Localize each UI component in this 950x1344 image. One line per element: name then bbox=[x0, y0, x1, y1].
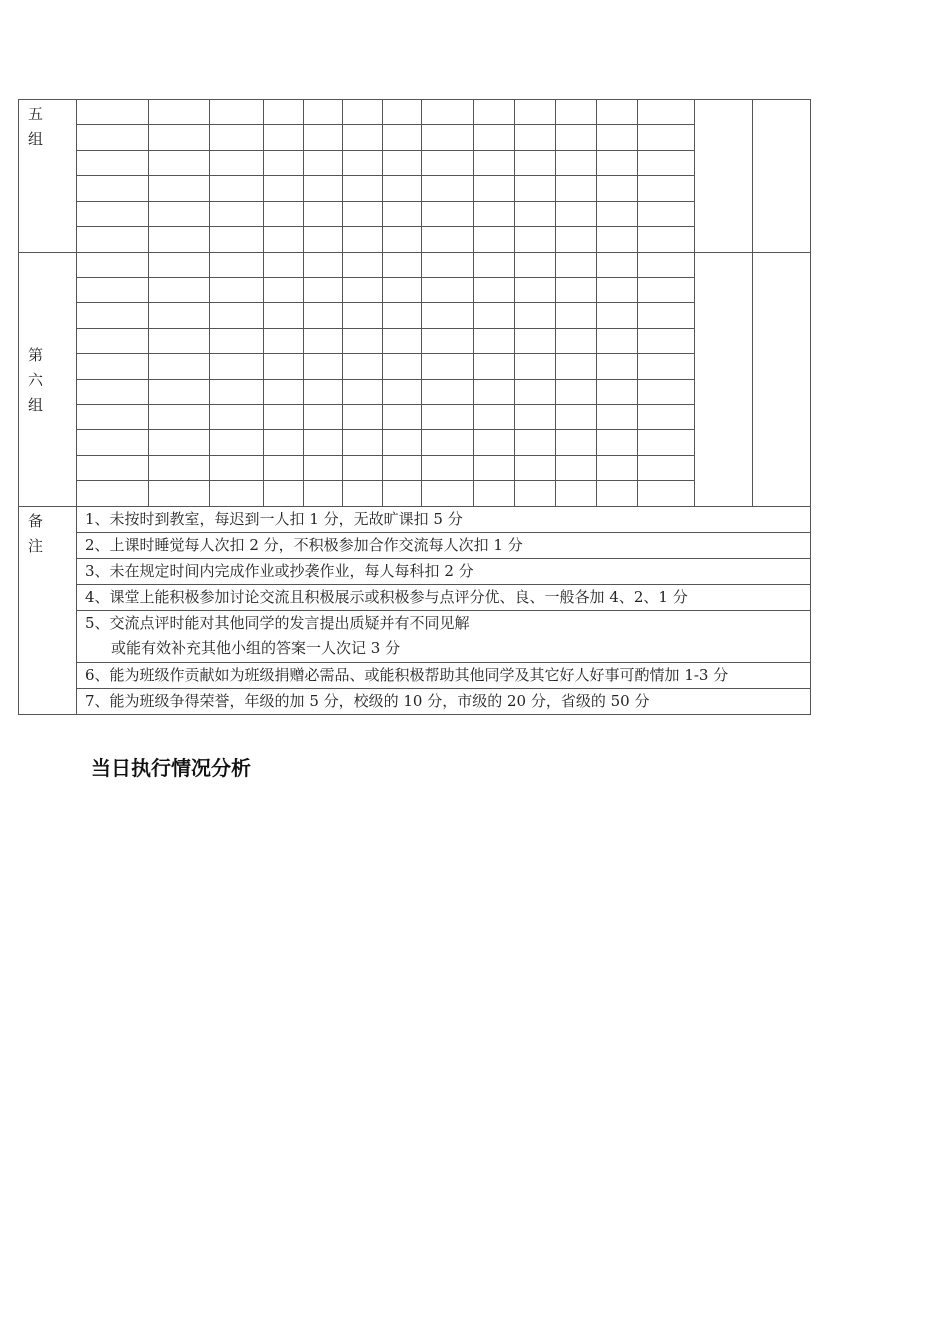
section-heading: 当日执行情况分析 bbox=[91, 756, 251, 780]
score-cell bbox=[210, 150, 264, 175]
score-cell bbox=[77, 176, 149, 201]
table-row bbox=[19, 455, 811, 480]
score-cell bbox=[422, 379, 474, 404]
score-cell bbox=[597, 100, 638, 125]
score-cell bbox=[556, 277, 597, 302]
score-cell bbox=[515, 176, 556, 201]
note-text bbox=[77, 662, 811, 688]
score-cell bbox=[383, 277, 422, 302]
total-cell bbox=[753, 100, 811, 253]
score-cell bbox=[474, 455, 515, 480]
score-cell bbox=[304, 303, 343, 328]
score-cell bbox=[264, 481, 304, 506]
score-cell bbox=[597, 125, 638, 150]
score-cell bbox=[515, 379, 556, 404]
note-line: 7、能为班级争得荣誉，年级的加 5 分，校级的 10 分，市级的 20 分，省级的 50 分 bbox=[85, 691, 650, 710]
score-cell bbox=[515, 303, 556, 328]
score-cell bbox=[149, 150, 210, 175]
score-cell bbox=[264, 150, 304, 175]
score-cell bbox=[474, 176, 515, 201]
score-cell bbox=[474, 277, 515, 302]
score-cell bbox=[210, 303, 264, 328]
score-cell bbox=[474, 100, 515, 125]
note-text bbox=[77, 611, 811, 662]
score-cell bbox=[383, 150, 422, 175]
score-cell bbox=[638, 150, 695, 175]
score-cell bbox=[422, 227, 474, 252]
score-cell bbox=[474, 303, 515, 328]
score-cell bbox=[264, 201, 304, 226]
score-cell bbox=[149, 201, 210, 226]
score-cell bbox=[264, 227, 304, 252]
table-row bbox=[19, 201, 811, 226]
score-cell bbox=[383, 379, 422, 404]
table-row bbox=[19, 227, 811, 252]
score-cell bbox=[343, 176, 383, 201]
score-cell bbox=[597, 430, 638, 455]
score-cell bbox=[422, 150, 474, 175]
group-label bbox=[19, 252, 77, 506]
score-cell bbox=[383, 227, 422, 252]
score-cell bbox=[515, 100, 556, 125]
score-cell bbox=[264, 252, 304, 277]
score-cell bbox=[474, 201, 515, 226]
score-cell bbox=[383, 430, 422, 455]
score-cell bbox=[77, 201, 149, 226]
score-cell bbox=[304, 481, 343, 506]
score-cell bbox=[264, 277, 304, 302]
score-cell bbox=[77, 150, 149, 175]
score-cell bbox=[515, 481, 556, 506]
score-cell bbox=[474, 252, 515, 277]
score-cell bbox=[304, 100, 343, 125]
table-row bbox=[19, 277, 811, 302]
score-cell bbox=[77, 405, 149, 430]
score-cell bbox=[556, 303, 597, 328]
score-cell bbox=[343, 430, 383, 455]
group-label-line: 组 bbox=[28, 130, 44, 148]
score-cell bbox=[515, 227, 556, 252]
score-cell bbox=[149, 430, 210, 455]
score-cell bbox=[264, 125, 304, 150]
note-row bbox=[19, 532, 811, 558]
score-cell bbox=[210, 481, 264, 506]
score-cell bbox=[556, 354, 597, 379]
score-cell bbox=[515, 150, 556, 175]
score-cell bbox=[422, 481, 474, 506]
table-row bbox=[19, 328, 811, 353]
group-label bbox=[19, 100, 77, 253]
score-cell bbox=[556, 125, 597, 150]
score-cell bbox=[556, 176, 597, 201]
score-cell bbox=[304, 150, 343, 175]
score-cell bbox=[638, 328, 695, 353]
table-row bbox=[19, 379, 811, 404]
score-cell bbox=[149, 405, 210, 430]
table-row bbox=[19, 481, 811, 506]
score-cell bbox=[556, 430, 597, 455]
score-cell bbox=[638, 176, 695, 201]
group-label-line: 六 bbox=[28, 370, 44, 389]
score-cell bbox=[383, 328, 422, 353]
score-cell bbox=[343, 277, 383, 302]
table-row bbox=[19, 303, 811, 328]
score-cell bbox=[597, 252, 638, 277]
score-cell bbox=[515, 328, 556, 353]
score-cell bbox=[597, 379, 638, 404]
score-cell bbox=[304, 379, 343, 404]
note-text bbox=[77, 585, 811, 611]
score-cell bbox=[264, 100, 304, 125]
score-cell bbox=[422, 455, 474, 480]
score-cell bbox=[422, 430, 474, 455]
score-cell bbox=[149, 176, 210, 201]
note-row bbox=[19, 585, 811, 611]
score-cell bbox=[556, 455, 597, 480]
score-cell bbox=[597, 405, 638, 430]
score-cell bbox=[422, 405, 474, 430]
note-text bbox=[77, 506, 811, 532]
score-cell bbox=[638, 455, 695, 480]
score-cell bbox=[264, 455, 304, 480]
score-cell bbox=[638, 354, 695, 379]
table-row bbox=[19, 252, 811, 277]
score-cell bbox=[264, 405, 304, 430]
score-cell bbox=[383, 252, 422, 277]
score-cell bbox=[638, 227, 695, 252]
notes-label-line: 注 bbox=[28, 536, 44, 555]
score-cell bbox=[343, 252, 383, 277]
score-cell bbox=[597, 150, 638, 175]
score-cell bbox=[77, 430, 149, 455]
score-cell bbox=[210, 277, 264, 302]
group-label-line: 组 bbox=[28, 395, 44, 414]
score-cell bbox=[597, 303, 638, 328]
score-cell bbox=[515, 252, 556, 277]
score-cell bbox=[264, 176, 304, 201]
score-cell bbox=[515, 201, 556, 226]
note-line: 6、能为班级作贡献如为班级捐赠必需品、或能积极帮助其他同学及其它好人好事可酌情加 1-3 分 bbox=[85, 665, 729, 684]
score-cell bbox=[638, 277, 695, 302]
score-cell bbox=[343, 150, 383, 175]
score-cell bbox=[77, 303, 149, 328]
score-cell bbox=[556, 227, 597, 252]
note-line: 或能有效补充其他小组的答案一人次记 3 分 bbox=[111, 639, 401, 658]
note-line: 5、交流点评时能对其他同学的发言提出质疑并有不同见解 bbox=[85, 614, 470, 633]
score-cell bbox=[638, 125, 695, 150]
score-cell bbox=[638, 430, 695, 455]
score-cell bbox=[383, 303, 422, 328]
score-cell bbox=[264, 328, 304, 353]
score-cell bbox=[422, 303, 474, 328]
score-cell bbox=[474, 227, 515, 252]
score-cell bbox=[422, 125, 474, 150]
score-cell bbox=[474, 405, 515, 430]
note-text bbox=[77, 532, 811, 558]
score-cell bbox=[474, 150, 515, 175]
score-cell bbox=[343, 455, 383, 480]
score-cell bbox=[638, 201, 695, 226]
score-cell bbox=[422, 176, 474, 201]
score-cell bbox=[556, 150, 597, 175]
score-cell bbox=[77, 455, 149, 480]
score-cell bbox=[210, 125, 264, 150]
group-label-line: 第 bbox=[28, 345, 44, 364]
score-cell bbox=[383, 201, 422, 226]
score-cell bbox=[210, 252, 264, 277]
score-cell bbox=[77, 100, 149, 125]
note-row bbox=[19, 611, 811, 662]
score-cell bbox=[556, 100, 597, 125]
note-line: 4、课堂上能积极参加讨论交流且积极展示或积极参与点评分优、良、一般各加 4、2、1 分 bbox=[85, 588, 688, 607]
score-cell bbox=[597, 455, 638, 480]
score-cell bbox=[383, 354, 422, 379]
score-cell bbox=[597, 176, 638, 201]
score-cell bbox=[77, 354, 149, 379]
score-cell bbox=[556, 252, 597, 277]
table-row bbox=[19, 100, 811, 125]
score-cell bbox=[149, 328, 210, 353]
score-cell bbox=[304, 277, 343, 302]
score-cell bbox=[304, 201, 343, 226]
score-cell bbox=[515, 354, 556, 379]
score-cell bbox=[383, 455, 422, 480]
score-cell bbox=[422, 252, 474, 277]
score-table bbox=[18, 99, 811, 715]
score-cell bbox=[422, 277, 474, 302]
note-line: 3、未在规定时间内完成作业或抄袭作业，每人每科扣 2 分 bbox=[85, 562, 474, 581]
score-cell bbox=[638, 252, 695, 277]
notes-label-line: 备 bbox=[28, 511, 44, 530]
score-cell bbox=[597, 481, 638, 506]
score-cell bbox=[304, 455, 343, 480]
score-cell bbox=[556, 328, 597, 353]
score-cell bbox=[210, 430, 264, 455]
table-row bbox=[19, 405, 811, 430]
score-cell bbox=[638, 481, 695, 506]
score-cell bbox=[304, 176, 343, 201]
score-cell bbox=[556, 201, 597, 226]
notes-label bbox=[19, 506, 77, 714]
score-cell bbox=[343, 303, 383, 328]
score-cell bbox=[343, 201, 383, 226]
total-cell bbox=[695, 252, 753, 506]
score-cell bbox=[210, 100, 264, 125]
score-cell bbox=[474, 354, 515, 379]
score-cell bbox=[304, 405, 343, 430]
table-row bbox=[19, 125, 811, 150]
score-cell bbox=[422, 328, 474, 353]
score-cell bbox=[304, 125, 343, 150]
score-cell bbox=[383, 481, 422, 506]
score-cell bbox=[474, 125, 515, 150]
score-cell bbox=[383, 176, 422, 201]
score-cell bbox=[422, 354, 474, 379]
note-row bbox=[19, 506, 811, 532]
score-cell bbox=[343, 481, 383, 506]
score-cell bbox=[149, 481, 210, 506]
score-cell bbox=[474, 379, 515, 404]
score-cell bbox=[264, 430, 304, 455]
table-row bbox=[19, 150, 811, 175]
score-cell bbox=[304, 328, 343, 353]
score-cell bbox=[304, 227, 343, 252]
note-line: 1、未按时到教室，每迟到一人扣 1 分，无故旷课扣 5 分 bbox=[85, 509, 463, 528]
score-cell bbox=[77, 277, 149, 302]
score-cell bbox=[77, 125, 149, 150]
score-cell bbox=[210, 455, 264, 480]
score-cell bbox=[343, 100, 383, 125]
score-cell bbox=[149, 379, 210, 404]
score-cell bbox=[210, 201, 264, 226]
note-row bbox=[19, 688, 811, 714]
score-cell bbox=[515, 125, 556, 150]
score-cell bbox=[474, 481, 515, 506]
score-cell bbox=[422, 100, 474, 125]
score-cell bbox=[264, 379, 304, 404]
score-cell bbox=[77, 252, 149, 277]
score-cell bbox=[515, 277, 556, 302]
score-cell bbox=[149, 252, 210, 277]
score-cell bbox=[210, 379, 264, 404]
score-cell bbox=[597, 354, 638, 379]
score-cell bbox=[422, 201, 474, 226]
score-cell bbox=[149, 277, 210, 302]
score-cell bbox=[638, 303, 695, 328]
score-cell bbox=[77, 227, 149, 252]
score-cell bbox=[304, 430, 343, 455]
score-cell bbox=[304, 252, 343, 277]
note-text bbox=[77, 559, 811, 585]
score-cell bbox=[149, 455, 210, 480]
score-cell bbox=[149, 303, 210, 328]
score-cell bbox=[383, 125, 422, 150]
score-cell bbox=[210, 176, 264, 201]
table-row bbox=[19, 354, 811, 379]
score-cell bbox=[343, 328, 383, 353]
total-cell bbox=[753, 252, 811, 506]
note-row bbox=[19, 559, 811, 585]
score-cell bbox=[343, 405, 383, 430]
score-cell bbox=[264, 354, 304, 379]
score-cell bbox=[77, 379, 149, 404]
note-line: 2、上课时睡觉每人次扣 2 分，不积极参加合作交流每人次扣 1 分 bbox=[85, 535, 523, 554]
score-cell bbox=[343, 379, 383, 404]
score-cell bbox=[597, 277, 638, 302]
score-cell bbox=[343, 227, 383, 252]
score-cell bbox=[264, 303, 304, 328]
note-text bbox=[77, 688, 811, 714]
score-cell bbox=[474, 328, 515, 353]
score-cell bbox=[149, 354, 210, 379]
score-cell bbox=[638, 100, 695, 125]
score-cell bbox=[77, 328, 149, 353]
total-cell bbox=[695, 100, 753, 253]
score-cell bbox=[638, 379, 695, 404]
score-cell bbox=[597, 227, 638, 252]
score-cell bbox=[210, 354, 264, 379]
score-cell bbox=[383, 405, 422, 430]
score-cell bbox=[638, 405, 695, 430]
score-cell bbox=[210, 405, 264, 430]
score-cell bbox=[304, 354, 343, 379]
score-cell bbox=[149, 100, 210, 125]
score-cell bbox=[210, 227, 264, 252]
score-cell bbox=[556, 481, 597, 506]
score-cell bbox=[210, 328, 264, 353]
score-cell bbox=[383, 100, 422, 125]
score-cell bbox=[149, 125, 210, 150]
score-cell bbox=[474, 430, 515, 455]
score-cell bbox=[556, 405, 597, 430]
score-cell bbox=[343, 125, 383, 150]
score-cell bbox=[515, 430, 556, 455]
table-row bbox=[19, 430, 811, 455]
score-cell bbox=[597, 201, 638, 226]
table-row bbox=[19, 176, 811, 201]
group-label-line: 五 bbox=[28, 105, 44, 123]
score-cell bbox=[515, 405, 556, 430]
score-cell bbox=[149, 227, 210, 252]
score-cell bbox=[343, 354, 383, 379]
note-row bbox=[19, 662, 811, 688]
score-cell bbox=[556, 379, 597, 404]
score-cell bbox=[77, 481, 149, 506]
score-cell bbox=[597, 328, 638, 353]
score-cell bbox=[515, 455, 556, 480]
